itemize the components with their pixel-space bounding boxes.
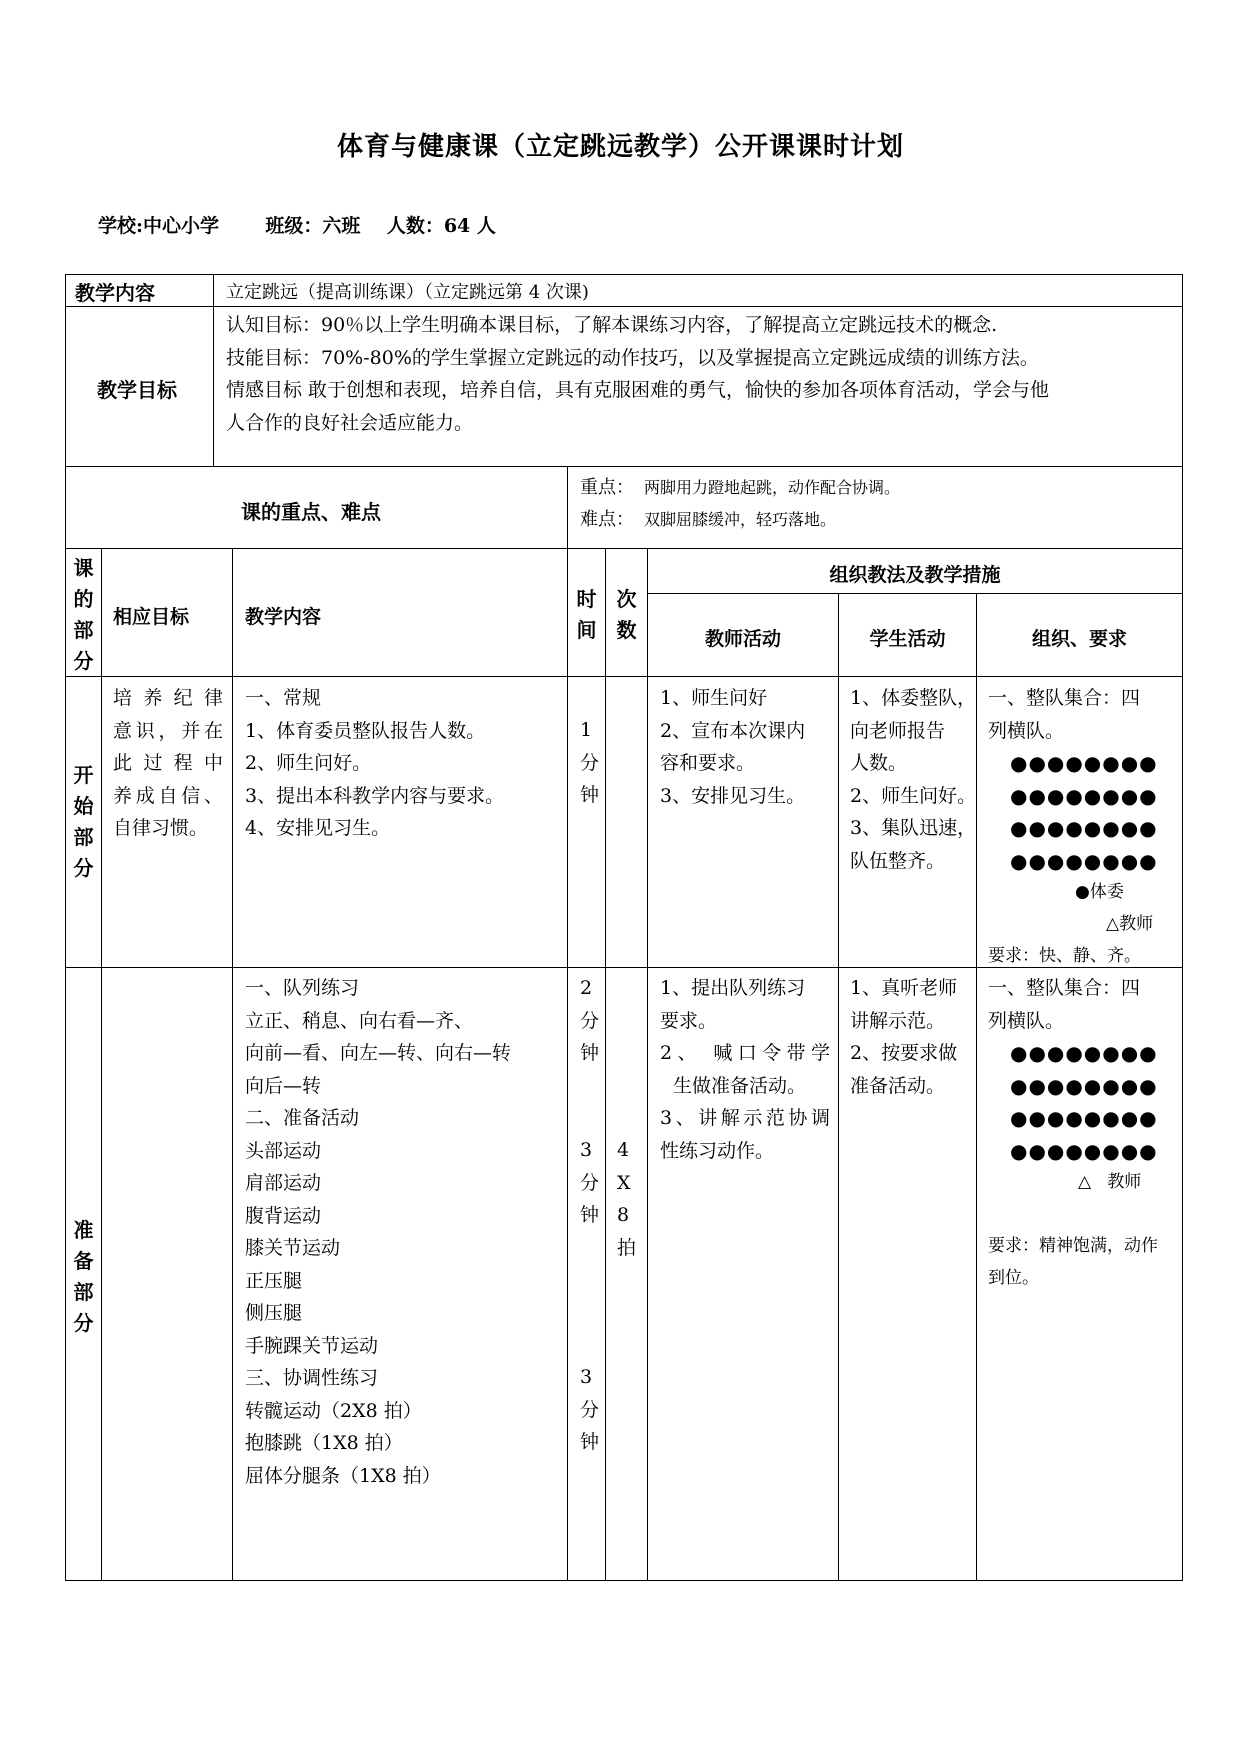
student-count: 人数：64 人 <box>386 215 496 237</box>
section1-student: 1、体委整队， 向老师报告 人数。 2、师生问好。 3、集队迅速， 队伍整齐。 <box>850 687 977 872</box>
header-student: 学生活动 <box>869 628 946 650</box>
formation-row: ●●●●●●●● <box>1010 783 1158 808</box>
header-target: 相应目标 <box>113 606 190 628</box>
section2-part: 准 备 部 分 <box>73 1218 94 1335</box>
goals-label: 教学目标 <box>97 378 177 402</box>
focus-text: 两脚用力蹬地起跳，动作配合协调。 <box>644 478 901 497</box>
formation-row: ●●●●●●●● <box>1010 1041 1158 1065</box>
section1-org: 一、整队集合：四 列横队。 <box>988 687 1141 742</box>
section1-leader: ●体委 <box>1075 882 1124 902</box>
header-teacher: 教师活动 <box>704 628 781 650</box>
formation-row: ●●●●●●●● <box>1010 751 1158 775</box>
formation-row: ●●●●●●●● <box>1010 1106 1158 1130</box>
header-part: 课 的 部 分 <box>73 556 94 673</box>
keypoints-label: 课的重点、难点 <box>241 500 381 524</box>
lesson-info <box>98 211 496 238</box>
section2-org: 一、整队集合：四 列横队。 <box>988 977 1141 1032</box>
section2-time-2: 3 分 钟 <box>580 1139 600 1226</box>
header-org: 组织、要求 <box>1031 628 1127 650</box>
header-reps: 次 数 <box>616 587 637 642</box>
section1-teacher: 1、师生问好 2、宣布本次课内 容和要求。 3、安排见习生。 <box>660 687 806 807</box>
section2-reps: 4 X 8 拍 <box>617 1139 637 1259</box>
formation-row: ●●●●●●●● <box>1010 816 1158 840</box>
focus-label: 重点： <box>580 477 634 498</box>
header-methods: 组织教法及教学措施 <box>829 564 1001 586</box>
goal-cognitive: 认知目标：90％以上学生明确本课目标，了解本课练习内容，了解提高立定跳远技术的概念. <box>226 314 998 336</box>
content-value: 立定跳远（提高训练课）（立定跳远第 4 次课) <box>226 282 589 303</box>
content-label: 教学内容 <box>75 281 155 305</box>
section1-requirement: 要求：快、静、齐。 <box>988 946 1141 966</box>
section2-teacher: 1、提出队列练习 要求。 2、 喊口令带学 生做准备活动。 3、讲解示范协调 性练习动作。 <box>660 977 830 1162</box>
section2-time-3: 3 分 钟 <box>580 1366 600 1453</box>
page-title: 体育与健康课（立定跳远教学）公开课课时计划 <box>336 132 904 162</box>
section1-content: 一、常规 1、体育委员整队报告人数。 2、师生问好。 3、提出本科教学内容与要求。 4、安排见习生。 <box>245 687 505 839</box>
section1-time: 1 分 钟 <box>580 719 600 806</box>
section2-requirement: 要求：精神饱满，动作 到位。 <box>988 1236 1158 1288</box>
goal-affective-cont: 人合作的良好社会适应能力。 <box>226 411 474 434</box>
school-name: 学校:中心小学 <box>98 215 220 237</box>
section1-formation <box>1010 747 1158 877</box>
formation-row: ●●●●●●●● <box>1010 848 1158 873</box>
formation-row: ●●●●●●●● <box>1010 1138 1158 1163</box>
difficulty-label: 难点： <box>580 509 634 530</box>
goals-text <box>226 309 1049 439</box>
section2-formation <box>1010 1037 1158 1167</box>
class-name: 班级：六班 <box>265 215 361 237</box>
section1-target: 培 养 纪 律 意识，并在 此 过 程 中 养成自信、 自律习惯。 <box>113 687 223 839</box>
section2-time-1: 2 分 钟 <box>580 977 600 1064</box>
section2-teacher-mark: △ 教师 <box>1078 1172 1142 1192</box>
formation-row: ●●●●●●●● <box>1010 1073 1158 1098</box>
section2-student: 1、真听老师 讲解示范。 2、按要求做 准备活动。 <box>850 977 958 1097</box>
keypoints-text <box>580 472 900 536</box>
goal-skill: 技能目标：70%-80%的学生掌握立定跳远的动作技巧，以及掌握提高立定跳远成绩的训练方法。 <box>226 346 1039 369</box>
difficulty-text: 双脚屈膝缓冲，轻巧落地。 <box>644 510 837 529</box>
header-content: 教学内容 <box>245 606 322 628</box>
goal-affective: 情感目标 敢于创想和表现，培养自信，具有克服困难的勇气，愉快的参加各项体育活动，学会与他 <box>226 379 1050 401</box>
section1-part: 开 始 部 分 <box>73 763 94 880</box>
section1-teacher-mark: △教师 <box>1106 914 1154 934</box>
section2-content: 一、队列练习 立正、稍息、向右看—齐、 向前—看、向左—转、向右—转 向后—转 二、准备活动 头部运动 肩部运动 腹背运动 膝关节运动 正压腿 侧压腿 手腕踝关节运动 三、协调性练习 转髋运动（2X8 拍） 抱膝跳（1X8 拍） 屈体分腿条（1X8 拍） <box>245 977 512 1487</box>
header-time: 时 间 <box>576 587 597 642</box>
